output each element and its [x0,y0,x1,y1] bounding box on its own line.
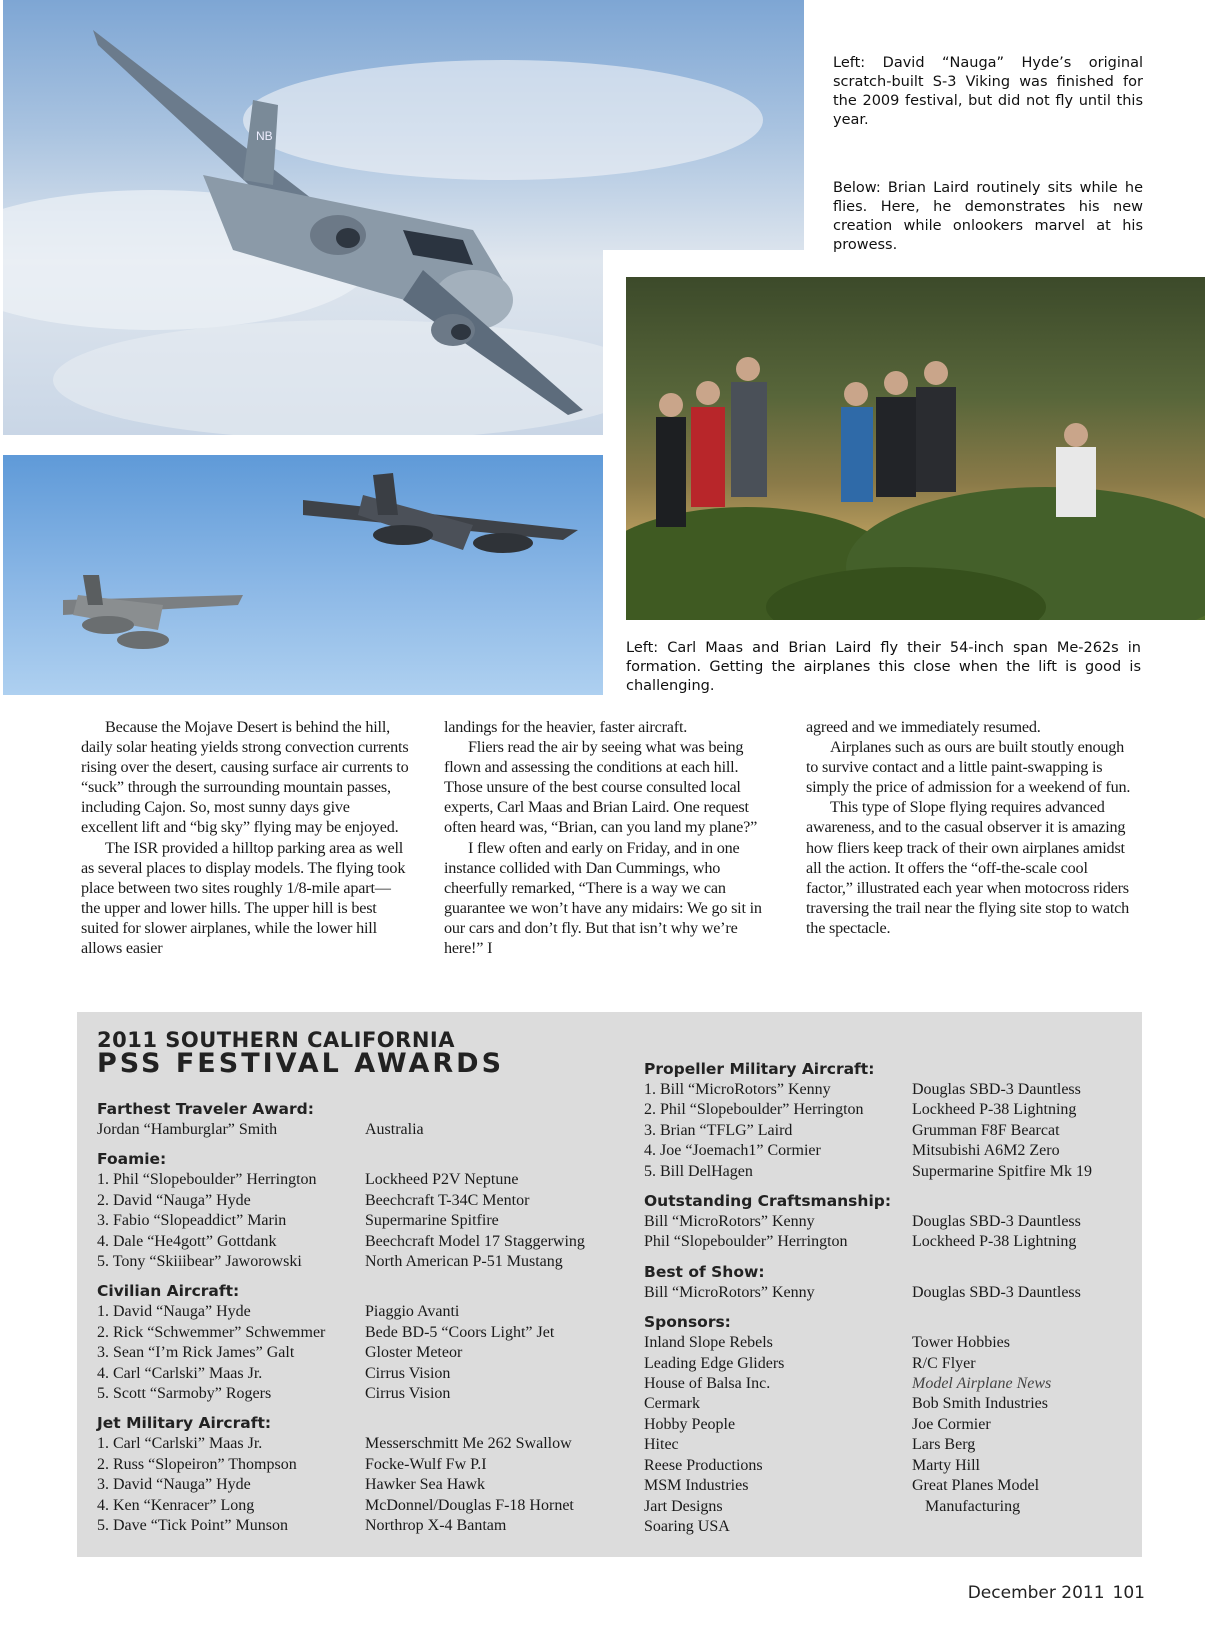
caption-brian-laird: Below: Brian Laird routinely sits while he flies. Here, he demonstrates his new creation while onlookers marvel at his prowess. [833,180,1143,253]
award-row: 4. Joe “Joemach1” Cormier Mitsubishi A6M2 Zero [644,1142,1060,1160]
award-row: 2. Phil “Slopeboulder” Herrington Lockheed P-38 Lightning [644,1101,1077,1119]
award-heading-jet: Jet Military Aircraft: [97,1414,272,1433]
awards-title-line1: 2011 SOUTHERN CALIFORNIA [97,1028,455,1052]
article-paragraph: I flew often and early on Friday, and in one instance collided with Dan Cummings, who cheerfully remarked, “There is a way we can guarantee we won’t have any midairs: We go sit in our cars and don’t fly. But that isn’t why we’re here!” I [444,838,762,958]
award-heading-foamie: Foamie: [97,1150,167,1169]
award-row: 5. Scott “Sarmoby” Rogers Cirrus Vision [97,1385,451,1403]
awards-right-column [644,1058,1134,1537]
sponsor-row: Inland Slope Rebels Tower Hobbies [644,1334,1010,1352]
award-row: 5. Dave “Tick Point” Munson Northrop X-4 Bantam [97,1517,507,1535]
award-heading-sponsors: Sponsors: [644,1313,731,1332]
award-row: 1. David “Nauga” Hyde Piaggio Avanti [97,1303,460,1321]
award-row: 2. David “Nauga” Hyde Beechcraft T-34C Mentor [97,1191,530,1209]
article-paragraph: This type of Slope flying requires advanced awareness, and to the casual observer it is amazing how fliers keep track of their own airplanes amidst all the action. It offers the “off-the-scale cool factor,” illustrated each year when motocross riders traversing the trail near the flying site stop to watch the spectacle. [806,798,1129,937]
award-row: 3. Sean “I’m Rick James” Galt Gloster Meteor [97,1344,463,1362]
photo-fliers-on-hill [626,277,1205,620]
page-folio [960,1583,1145,1603]
article-column-3 [806,717,1134,938]
sponsor-row: House of Balsa Inc. Model Airplane News [644,1375,1052,1393]
sponsor-row: Hitec Lars Berg [644,1436,976,1454]
article-column-1 [81,717,409,958]
award-row: Jordan “Hamburglar” Smith Australia [97,1121,424,1138]
award-row: Phil “Slopeboulder” Herrington Lockheed P-38 Lightning [644,1233,1077,1251]
article-paragraph: The ISR provided a hilltop parking area as well as several places to display models. The flying took place between two sites roughly 1/8-mile apart—the upper and lower hills. The upper hill is best suited for slower airplanes, while the lower hill allows easier [81,838,406,958]
award-row: 1. Bill “MicroRotors” Kenny Douglas SBD-3 Dauntless [644,1081,1081,1098]
award-row: 1. Phil “Slopeboulder” Herrington Lockheed P2V Neptune [97,1171,519,1189]
award-row: 2. Russ “Slopeiron” Thompson Focke-Wulf Fw P.I [97,1455,487,1473]
issue-date: December 2011 [967,1583,1105,1603]
award-row: Bill “MicroRotors” Kenny Douglas SBD-3 Dauntless [644,1213,1081,1231]
tail-code-text: NB [256,129,273,143]
award-heading-civilian: Civilian Aircraft: [97,1282,240,1301]
article-paragraph: Because the Mojave Desert is behind the hill, daily solar heating yields strong convection currents rising over the desert, causing surface air currents to “suck” through the surrounding mountain passes, including Cajon. So, most sunny days give excellent lift and “big sky” flying may be enjoyed. [81,718,409,837]
award-row: 5. Tony “Skiiibear” Jaworowski North American P-51 Mustang [97,1253,563,1271]
award-row: 4. Ken “Kenracer” Long McDonnel/Douglas F-18 Hornet [97,1496,574,1514]
sponsor-row: Jart Designs Manufacturing [644,1497,1021,1515]
award-heading-farthest: Farthest Traveler Award: [97,1100,314,1118]
caption-me262-formation: Left: Carl Maas and Brian Laird fly their 54-inch span Me-262s in formation. Getting the airplanes this close when the lift is good is challenging. [626,640,1141,694]
fliers-illustration [626,277,1205,620]
awards-sidebar [77,1012,1142,1557]
award-row: 4. Dale “He4gott” Gottdank Beechcraft Model 17 Staggerwing [97,1232,585,1250]
sponsor-row: Hobby People Joe Cormier [644,1415,991,1433]
awards-title-line2: PSS FESTIVAL AWARDS [97,1048,505,1079]
sponsor-row: Soaring USA [644,1517,730,1535]
article-paragraph: landings for the heavier, faster aircraft. [444,718,688,736]
article-column-2 [444,717,772,958]
award-row: 4. Carl “Carlski” Maas Jr. Cirrus Vision [97,1364,451,1382]
award-row: 5. Bill DelHagen Supermarine Spitfire Mk 19 [644,1162,1092,1180]
photo-me262-formation [3,455,603,695]
article-paragraph: agreed and we immediately resumed. [806,718,1041,736]
article-paragraph: Airplanes such as ours are built stoutly enough to survive contact and a little paint-swapping is simply the price of admission for a weekend of fun. [806,738,1131,797]
sponsor-row: Reese Productions Marty Hill [644,1456,980,1474]
award-heading-craftsmanship: Outstanding Craftsmanship: [644,1192,892,1211]
article-paragraph: Fliers read the air by seeing what was being flown and assessing the conditions at each hill. Those unsure of the best course consulted local experts, Carl Maas and Brian Laird. One request often heard was, “Brian, can you land my plane?” [444,738,758,837]
caption-s3-viking: Left: David “Nauga” Hyde’s original scratch-built S-3 Viking was finished for the 2009 festival, but did not fly until this year. [833,55,1143,128]
me262-illustration [3,455,603,695]
award-heading-propeller: Propeller Military Aircraft: [644,1060,875,1078]
award-heading-best: Best of Show: [644,1262,765,1281]
sponsor-row: Cermark Bob Smith Industries [644,1395,1049,1413]
award-row: 3. Brian “TFLG” Laird Grumman F8F Bearcat [644,1121,1060,1139]
award-row: 2. Rick “Schwemmer” Schwemmer Bede BD-5 “Coors Light” Jet [97,1323,555,1341]
page-number: 101 [1112,1583,1145,1603]
award-row: 3. David “Nauga” Hyde Hawker Sea Hawk [97,1476,485,1494]
award-row: 3. Fabio “Slopeaddict” Marin Supermarine Spitfire [97,1212,499,1230]
awards-left-column [97,1098,627,1537]
sponsor-row: Leading Edge Gliders R/C Flyer [644,1354,976,1372]
award-row: Bill “MicroRotors” Kenny Douglas SBD-3 Dauntless [644,1283,1081,1301]
sponsor-row: MSM Industries Great Planes Model [644,1477,1040,1495]
award-row: 1. Carl “Carlski” Maas Jr. Messerschmitt Me 262 Swallow [97,1435,572,1453]
